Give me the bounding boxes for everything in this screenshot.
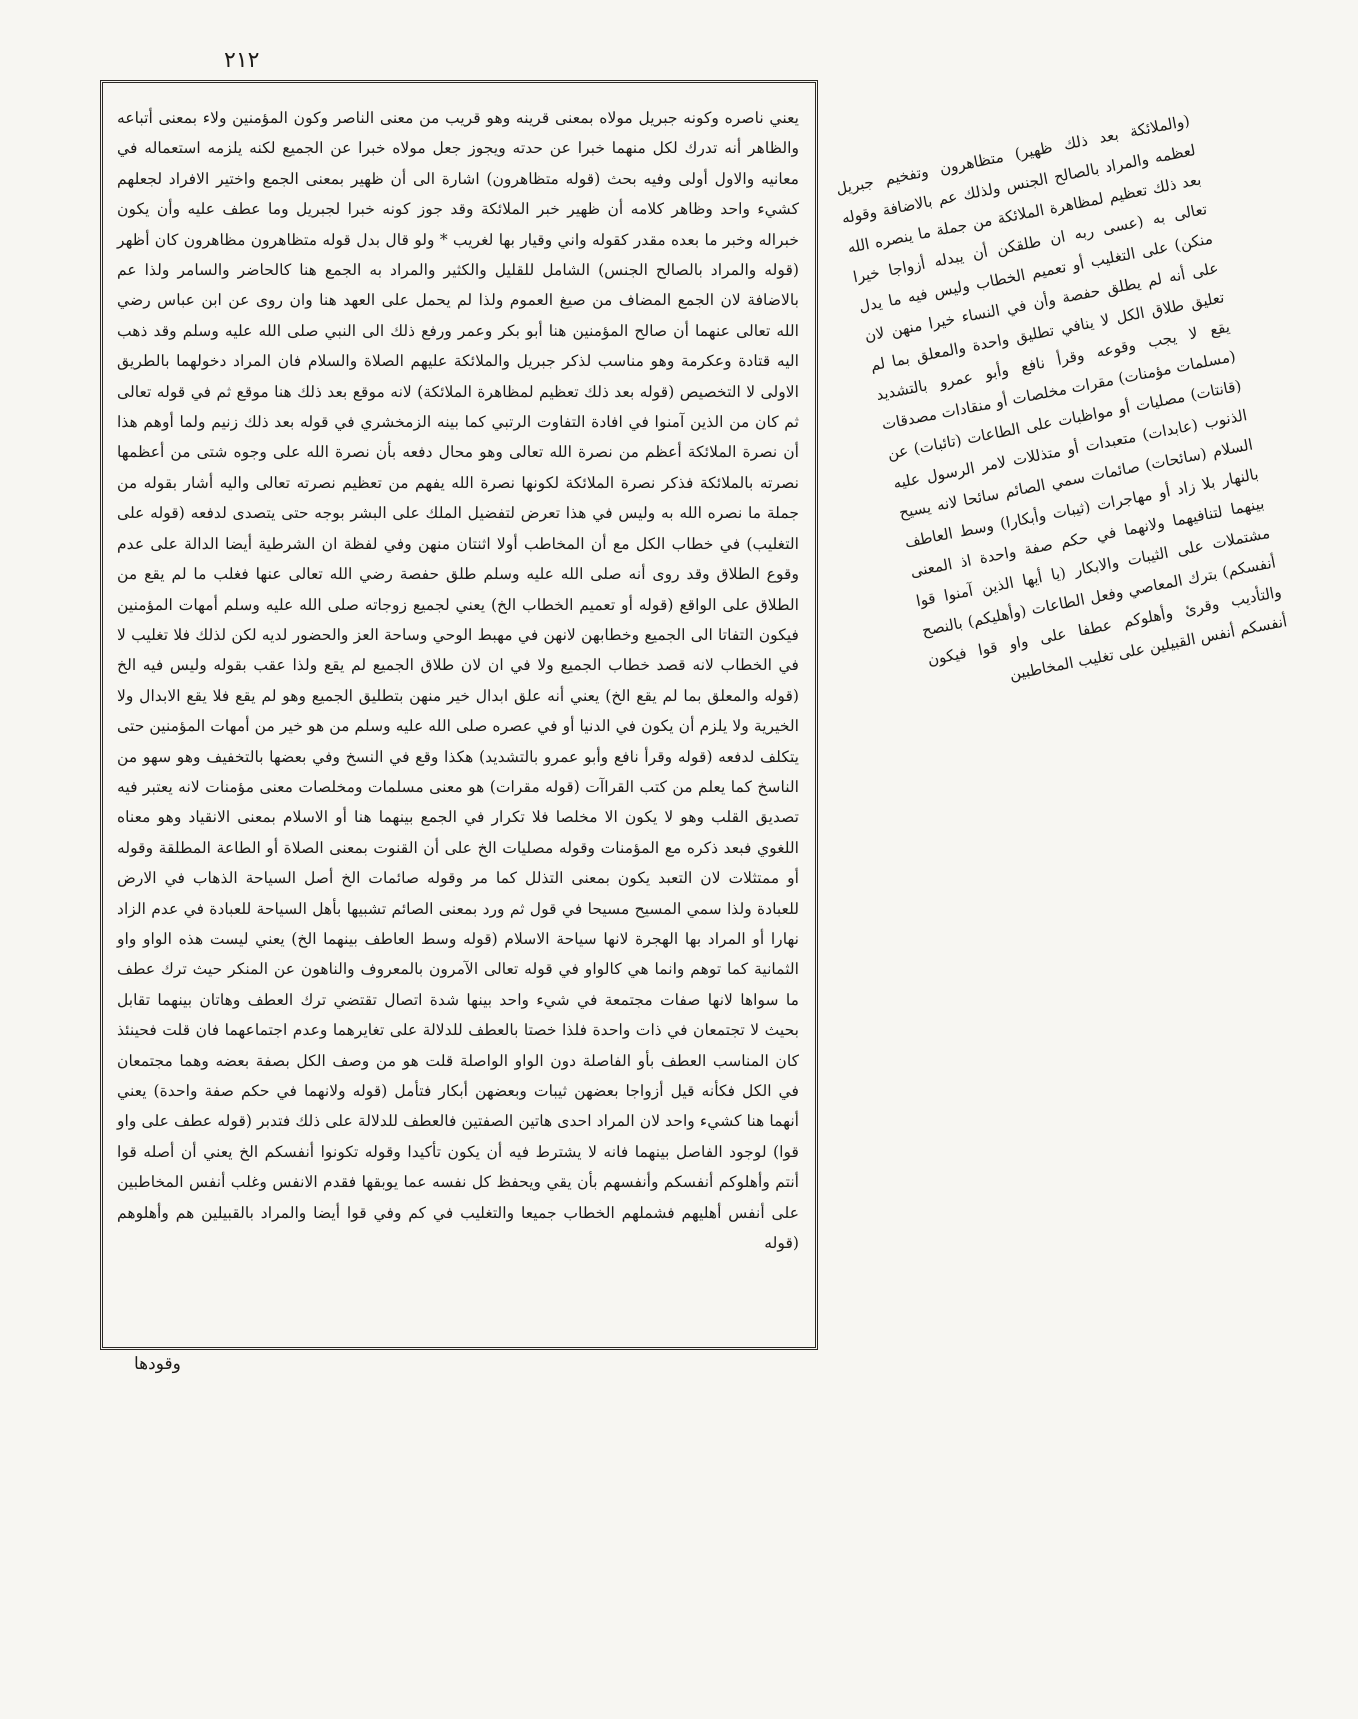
main-commentary-text: يعني ناصره وكونه جبريل مولاه بمعنى قرينه وهو قريب من معنى الناصر وكون المؤمنين ولاء بمعنى أتباعه والظاهر أنه تدرك لكل منهما خبرا عن حدته ويجوز جعل مولاه خبرا عن الجميع لكنه يلزمه استعماله في معانيه والاول أولى وفيه بحث (قوله متظاهرون) اشارة الى أن ظهير بمعنى الجمع واختير الافراد لجعلهم كشيء واحد وظاهر كلامه أن ظهير خبر الملائكة وقد جوز كونه خبرا لجبريل وما عطف عليه وأن يكون خبراله وخبر ما بعده مقدر كقوله واني وقيار بها لغريب * ولو قال بدل قوله متظاهرون مظاهرون كان أظهر (قوله والمراد بالصالح الجنس) الشامل للقليل والكثير والمراد به الجمع هنا كالحاضر والسامر ولذا عم بالاضافة لان الجمع المضاف من صيغ العموم ولذا لم يحمل على العهد هنا وان روى عن ابن عباس رضي الله تعالى عنهما أن صالح المؤمنين هنا أبو بكر وعمر ورفع ذلك الى النبي صلى الله عليه وسلم وقد ذهب اليه قتادة وعكرمة وهو مناسب لذكر جبريل والملائكة عليهم الصلاة والسلام فان المراد دخولهما بالطريق الاولى لا التخصيص (قوله بعد ذلك تعظيم لمظاهرة الملائكة) لانه موقع بعد ذلك هنا موقع ثم في قوله تعالى ثم كان من الذين آمنوا في افادة التفاوت الرتبي كما بينه الزمخشري في قوله بعد ذلك زنيم ولما أوهم هذا أن نصرة الملائكة أعظم من نصرة الله تعالى وهو محال دفعه بأن نصرة الله على وجوه شتى من أعظمها نصرته بالملائكة فذكر نصرة الملائكة لكونها نصرة الله يفهم من تعظيم نصرته تعالى واليه أشار بقوله من جملة ما نصره الله به وليس في هذا تعرض لتفضيل الملك على البشر بوجه حتى يتصدى لدفعه (قوله على التغليب) في خطاب الكل مع أن المخاطب أولا اثنتان منهن وفي لفظة ان الشرطية أيضا الدالة على عدم وقوع الطلاق وقد روى أنه صلى الله عليه وسلم طلق حفصة رضي الله تعالى عنها فغلب ما لم يقع من الطلاق على الواقع (قوله أو تعميم الخطاب الخ) يعني لجميع زوجاته صلى الله عليه وسلم أمهات المؤمنين فيكون التفاتا الى الجميع وخطابهن لانهن في مهبط الوحي وساحة العز والحضور لديه لكن لذلك فلا تغليب لا في الخطاب لانه قصد خطاب الجميع ولا في ان لان طلاق الجميع لم يقع ولذا عقب بقوله وليس فيه الخ (قوله والمعلق بما لم يقع الخ) يعني أنه علق ابدال خير منهن بتطليق الجميع وهو لم يقع فلا يقع الابدال ولا الخيرية ولا يلزم أن يكون في الدنيا أو في عصره صلى الله عليه وسلم من هو خير من أمهات المؤمنين حتى يتكلف لدفعه (قوله وقرأ نافع وأبو عمرو بالتشديد) هكذا وقع في النسخ وفي بعضها بالتخفيف وهو سهو من الناسخ كما يعلم من كتب القراآت (قوله مقرات) هو معنى مسلمات ومخلصات معنى مؤمنات لانه يعتبر فيه تصديق القلب وهو لا يكون الا مخلصا فلا تكرار في الجمع بينهما هنا أو الاسلام بمعنى الانقياد وهو معناه اللغوي فبعد ذكره مع المؤمنات وقوله مصليات الخ على أن القنوت بمعنى الصلاة أو الطاعة المطلقة وقوله أو ممتثلات لان التعبد يكون بمعنى التذلل كما مر وقوله صائمات الخ أصل السياحة الذهاب في الارض للعبادة ولذا سمي المسيح مسيحا في قول ثم ورد بمعنى الصائم تشبيها بأهل السياحة للعبادة في عدم الزاد نهارا أو المراد بها الهجرة لانها سياحة الاسلام (قوله وسط العاطف بينهما الخ) يعني ليست هذه الواو واو الثمانية كما توهم وانما هي كالواو في قوله تعالى الآمرون بالمعروف والناهون عن المنكر حيث ترك عطف ما سواها لانها صفات مجتمعة في شيء واحد بينها شدة اتصال تقتضي ترك العطف وهاتان بينهما تقابل بحيث لا تجتمعان في ذات واحدة فلذا خصتا بالعطف للدلالة على تغايرهما وعدم اجتماعهما فان قلت فحينئذ كان المناسب العطف بأو الفاصلة دون الواو الواصلة قلت هو من وصف الكل بصفة بعضه وهما مجتمعان في الكل فكأنه قيل أزواجا بعضهن ثيبات وبعضهن أبكار فتأمل (قوله ولانهما في حكم صفة واحدة) يعني أنهما هنا كشيء واحد لان المراد احدى هاتين الصفتين فالعطف للدلالة على ذلك فتدبر (قوله عطف على واو قوا) لوجود الفاصل بينهما فانه لا يشترط فيه أن يكون تأكيدا وقوله تكونوا أنفسكم الخ يعني أن أصله قوا أنتم وأهلوكم أنفسكم وأنفسهم بأن يقي ويحفظ كل نفسه عما يوبقها فقدم الانفس وغلب أنفس المخاطبين على أنفس أهليهم فشملهم الخطاب جميعا والتغليب في كم وفي قوا أيضا والمراد بالقبيلين هم وأهلوهم (قوله xyxy=(117,109,799,1253)
catchword: وقودها xyxy=(134,1354,181,1374)
margin-commentary-text: (والملائكة بعد ذلك ظهير) متظاهرون وتفخيم جبريل لعظمه والمراد بالصالح الجنس ولذلك عم بالاضافة وقوله بعد ذلك تعظيم لمظاهرة الملائكة من جملة ما ينصره الله تعالى به (عسى ربه ان طلقكن أن يبدله أزواجا خيرا منكن) على التغليب أو تعميم الخطاب وليس فيه ما يدل على أنه لم يطلق حفصة وأن في النساء خيرا منهن لان تعليق طلاق الكل لا ينافي تطليق واحدة والمعلق بما لم يقع لا يجب وقوعه وقرأ نافع وأبو عمرو بالتشديد (مسلمات مؤمنات) مقرات مخلصات أو منقادات مصدقات (قانتات) مصليات أو مواظبات على الطاعات (تائبات) عن الذنوب (عابدات) متعبدات أو متذللات لامر الرسول عليه السلام (سائحات) صائمات سمي الصائم سائحا لانه يسيح بالنهار بلا زاد أو مهاجرات (ثيبات وأبكارا) وسط العاطف بينهما لتنافيهما ولانهما في حكم صفة واحدة اذ المعنى مشتملات على الثيبات والابكار (يا أيها الذين آمنوا قوا أنفسكم) بترك المعاصي وفعل الطاعات (وأهليكم) بالنصح والتأديب وقرئ وأهلوكم عطفا على واو قوا فيكون أنفسكم أنفس القبيلين على تغليب المخاطبين xyxy=(834,111,1289,684)
page-number: ٢١٢ xyxy=(224,48,260,73)
main-text-frame xyxy=(100,80,818,1350)
